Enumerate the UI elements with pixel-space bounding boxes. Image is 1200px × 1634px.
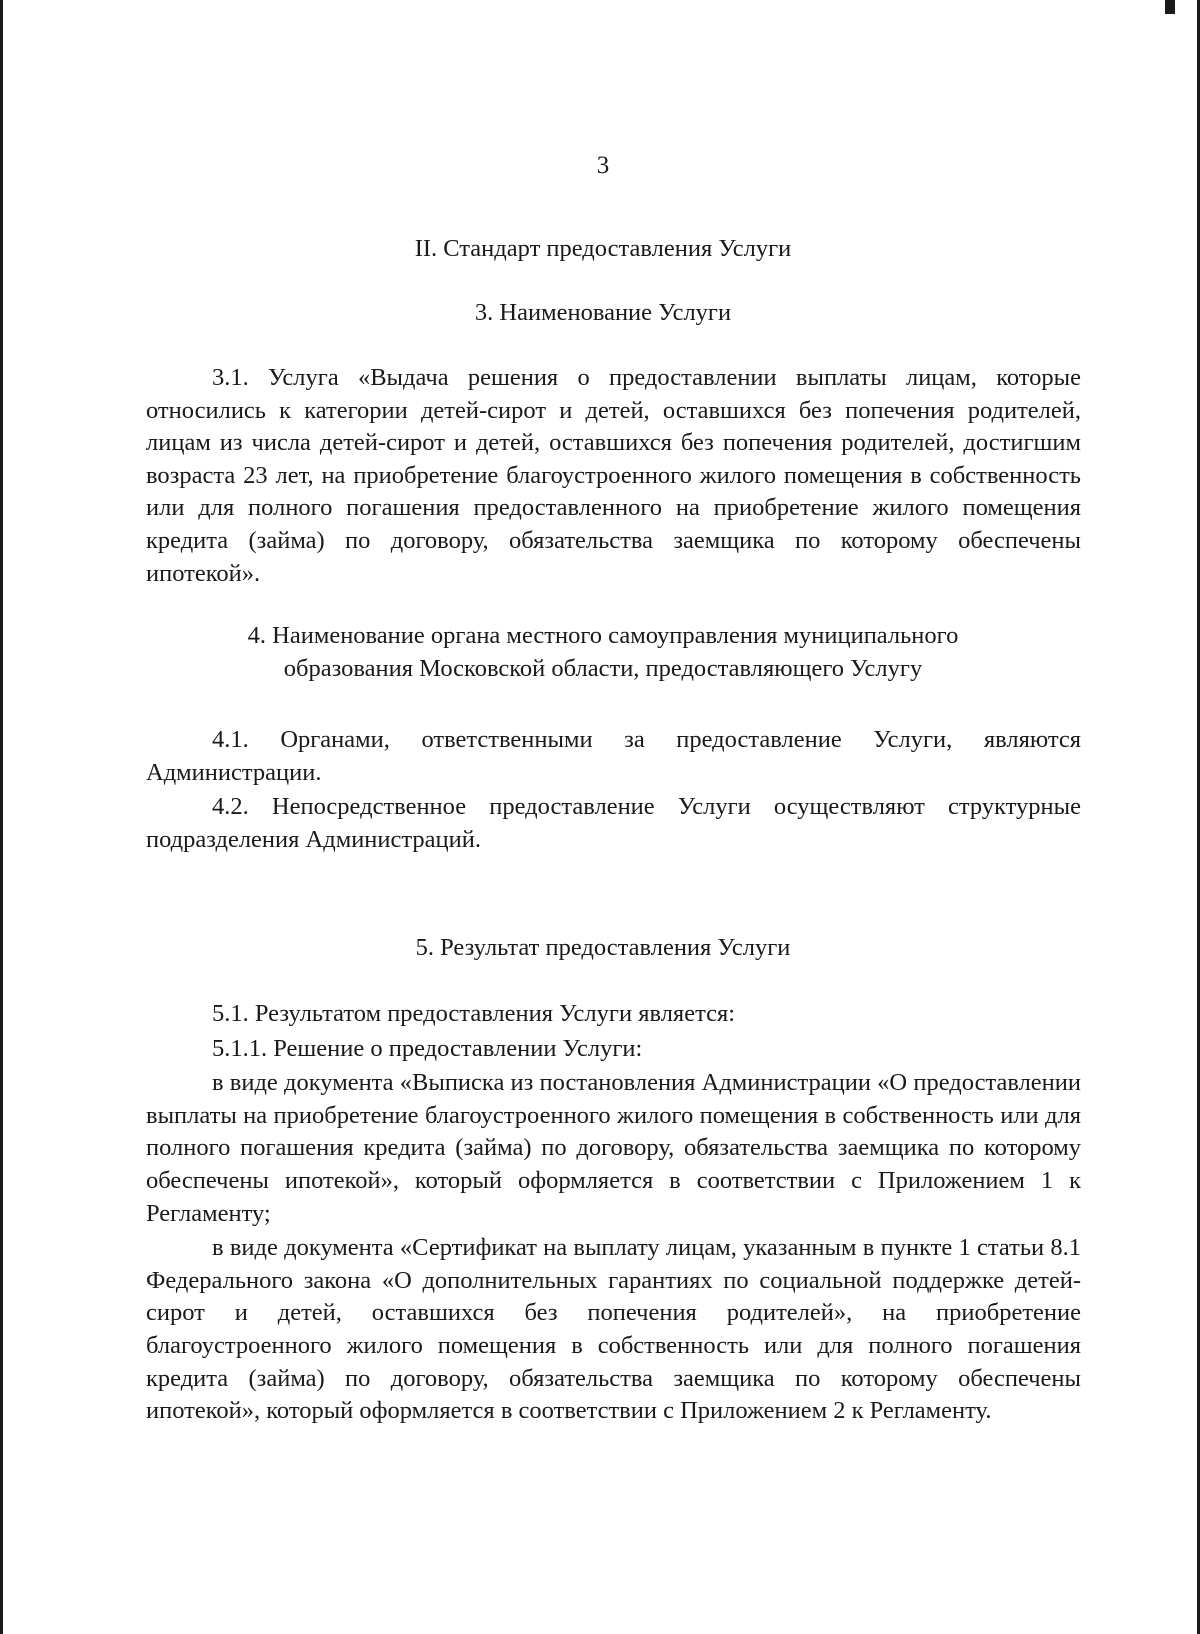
- paragraph-4-1: 4.1. Органами, ответственными за предоставление Услуги, являются Администрации.: [146, 726, 1081, 786]
- paragraph-5-1-1-certificate: в виде документа «Сертификат на выплату лицам, указанным в пункте 1 статьи 8.1 Федерального закона «О дополнительных гарантиях по социальной поддержке детей-сирот и детей, оставшихся без попечения родителей», на приобретение благоустроенного жилого помещения в собственность или для полного погашения кредита (займа) по договору, обязательства заемщика по которому обеспечены ипотекой», который оформляется в соответствии с Приложением 2 к Регламенту.: [146, 1234, 1081, 1425]
- scan-edge-mark: [1165, 0, 1175, 14]
- section-5-body: [146, 998, 1081, 1428]
- paragraph-4-2: 4.2. Непосредственное предоставление Услуги осуществляют структурные подразделения Администраций.: [146, 793, 1081, 853]
- paragraph-5-1: 5.1. Результатом предоставления Услуги является:: [212, 1000, 736, 1027]
- heading-5: 5. Результат предоставления Услуги: [415, 934, 791, 961]
- section-3-body: [146, 362, 1081, 590]
- heading-4-line1: 4. Наименование органа местного самоуправления муниципального: [247, 622, 959, 649]
- paragraph-3-1: 3.1. Услуга «Выдача решения о предоставлении выплаты лицам, которые относились к категории детей-сирот и детей, оставшихся без попечения родителей, лицам из числа детей-сирот и детей, оставшихся без попечения родителей, достигшим возраста 23 лет, на приобретение благоустроенного жилого помещения в собственность или для полного погашения предоставленного на приобретение жилого помещения кредита (займа) по договору, обязательства заемщика по которому обеспечены ипотекой».: [146, 364, 1081, 587]
- paragraph-5-1-1-extract: в виде документа «Выписка из постановления Администрации «О предоставлении выплаты на приобретение благоустроенного жилого помещения в собственность или для полного погашения кредита (займа) по договору, обязательства заемщика по которому обеспечены ипотекой», который оформляется в соответствии с Приложением 1 к Регламенту;: [146, 1069, 1081, 1227]
- section-4-body: [146, 724, 1081, 856]
- page-number: 3: [596, 152, 610, 179]
- heading-3: 3. Наименование Услуги: [474, 299, 732, 326]
- paragraph-5-1-1: 5.1.1. Решение о предоставлении Услуги:: [212, 1034, 643, 1062]
- section-title: II. Стандарт предоставления Услуги: [414, 235, 792, 262]
- heading-4-line2: образования Московской области, предоставляющего Услугу: [283, 655, 923, 682]
